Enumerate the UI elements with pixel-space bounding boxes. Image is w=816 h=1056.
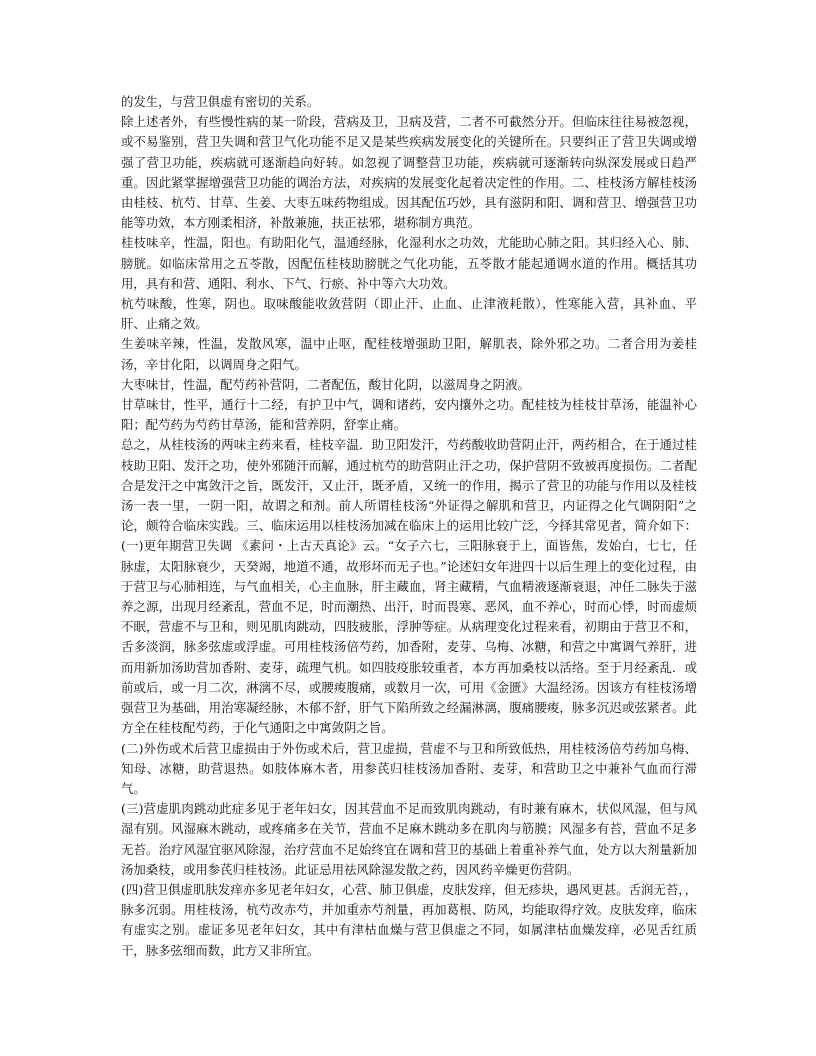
paragraph: 甘草味甘，性平，通行十二经，有护卫中气，调和诸药，安内攘外之功。配桂枝为桂枝甘草汤，能温补心阳；配芍药为芍药甘草汤，能和营养阴，舒挛止痛。 — [121, 397, 697, 433]
paragraph: (四)营卫俱虚肌肤发痒亦多见老年妇女，心营、肺卫俱虚，皮肤发痒，但无疹块，遇风更甚。舌润无苔，，脉多沉弱。用桂枝汤，杭芍改赤芍，并加重赤芍剂量，再加葛根、防风，均能取得疗效。皮肤发痒，临床有虚实之别。虚证多见老年妇女，其中有津枯血燥与营卫俱虚之不同，如属津枯血燥发痒，必见舌红质干，脉多弦细而数，此方又非所宜。 — [121, 881, 697, 958]
document-page — [121, 92, 697, 961]
paragraph: 总之，从桂枝汤的两味主药来看，桂枝辛温．助卫阳发汗，芍药酸收助营阴止汗，两药相合，在于通过桂枝助卫阳、发汗之功，使外邪随汗而解，通过杭芍的助营阴止汗之功，保护营阴不致被再度损伤。二者配合是发汗之中寓敛汗之旨，既发汗，又止汗，既矛盾，又统一的作用，揭示了营卫的功能与作用以及桂枝汤一表一里，一阴一阳，故谓之和剂。前人所谓桂枝汤“外证得之解肌和营卫，内证得之化气调阴阳”之论，颇符合临床实践。三、临床运用以桂枝汤加减在临床上的运用比较广泛，今择其常见者，简介如下：(一)更年期营卫失调 《素问・上古天真论》云。“女子六七，三阳脉衰于上，面皆焦，发始白，七七，任脉虚，太阳脉衰少，天癸竭，地道不通，故形坏而无子也。”论述妇女年进四十以后生理上的变化过程，由于营卫与心肺相连，与气血相关，心主血脉，肝主藏血，肾主藏精，气血精液逐渐衰退，冲任二脉失于滋养之源，出现月经紊乱，营血不足，时而潮热、出汗，时而畏寒、恶风，血不养心，时而心悸，时而虚烦不眠，营虚不与卫和，则见肌肉跳动，四肢疲胀，浮肿等症。从病理变化过程来看，初期由于营卫不和，舌多淡润，脉多弦虚或浮虚。可用桂枝汤倍芍药，加香附，麦芽、乌梅、冰糖，和营之中寓调气养肝，进而用新加汤助营加香附、麦芽，疏理气机。如四肢疫胀较重者，本方再加桑枝以活络。至于月经紊乱．或前或后，或一月二次，淋漓不尽，或腰痠腹痛，或数月一次，可用《金匮》大温经汤。因该方有桂枝汤增强营卫为基础，用治寒凝经脉，木郁不舒，肝气下陷所致之经漏淋漓，腹痛腰痠，脉多沉迟或弦紧者。此方全在桂枝配芍药，于化气通阳之中寓敛阴之旨。 — [121, 437, 697, 736]
paragraph: 的发生，与营卫俱虚有密切的关系。 — [121, 94, 320, 109]
paragraph: (三)营虚肌肉跳动此症多见于老年妇女，因其营血不足而致肌肉跳动，有时兼有麻木，状似风湿，但与风湿有别。风湿麻木跳动，或疼痛多在关节，营血不足麻木跳动多在肌肉与筋膜；风湿多有苔，营血不足多无苔。治疗风湿宜驱风除湿，治疗营血不足始终宜在调和营卫的基础上着重补养气血，处方以大剂量新加汤加桑枝，或用参芪归桂枝汤。此证忌用祛风除湿发散之药，因风药辛燥更伤营阴。 — [121, 801, 697, 877]
paragraph: 杭芍味酸，性寒，阴也。取味酸能收敛营阴（即止汗、止血、止津液耗散），性寒能入营，具补血、平肝、止痛之效。 — [121, 296, 697, 332]
paragraph: 生姜味辛辣，性温，发散风寒，温中止呕，配桂枝增强助卫阳，解肌表，除外邪之功。二者合用为姜桂汤，辛甘化阳，以调周身之阳气。 — [121, 336, 697, 372]
paragraph: 桂枝味辛，性温，阳也。有助阳化气，温通经脉，化湿利水之功效，尤能助心肺之阳。其归经入心、肺、膀胱。如临床常用之五苓散，因配伍桂枝助膀胱之气化功能，五苓散才能起通调水道的作用。概括其功用，具有和营、通阳、利水、下气、行瘀、补中等六大功效。 — [121, 235, 697, 291]
paragraph: 除上述者外，有些慢性病的某一阶段，营病及卫，卫病及营，二者不可截然分开。但临床往往易被忽视，或不易鉴别，营卫失调和营卫气化功能不足又是某些疾病发展变化的关键所在。只要纠正了营卫失调或增强了营卫功能，疾病就可逐渐趋向好转。如忽视了调整营卫功能，疾病就可逐渐转向纵深发展或日趋严重。因此紧掌握增强营卫功能的调治方法，对疾病的发展变化起着决定性的作用。二、桂枝汤方解桂枝汤由桂枝、杭芍、甘草、生姜、大枣五味药物组成。因其配伍巧妙，具有滋阴和阳、调和营卫、增强营卫功能等功效，本方刚柔相济，补散兼施，扶正祛邪，堪称制方典范。 — [121, 114, 697, 231]
paragraph: 大枣味甘，性温，配芍药补营阴，二者配伍，酸甘化阴，以滋周身之阴液。 — [121, 376, 530, 392]
paragraph: (二)外伤或术后营卫虚损由于外伤或术后，营卫虚损，营虚不与卫和所致低热，用桂枝汤倍芍药加乌梅、知母、冰糖，助营退热。如肢体麻木者，用参芪归桂枝汤加香附、麦芽，和营助卫之中兼补气血而行滞气。 — [121, 740, 697, 796]
